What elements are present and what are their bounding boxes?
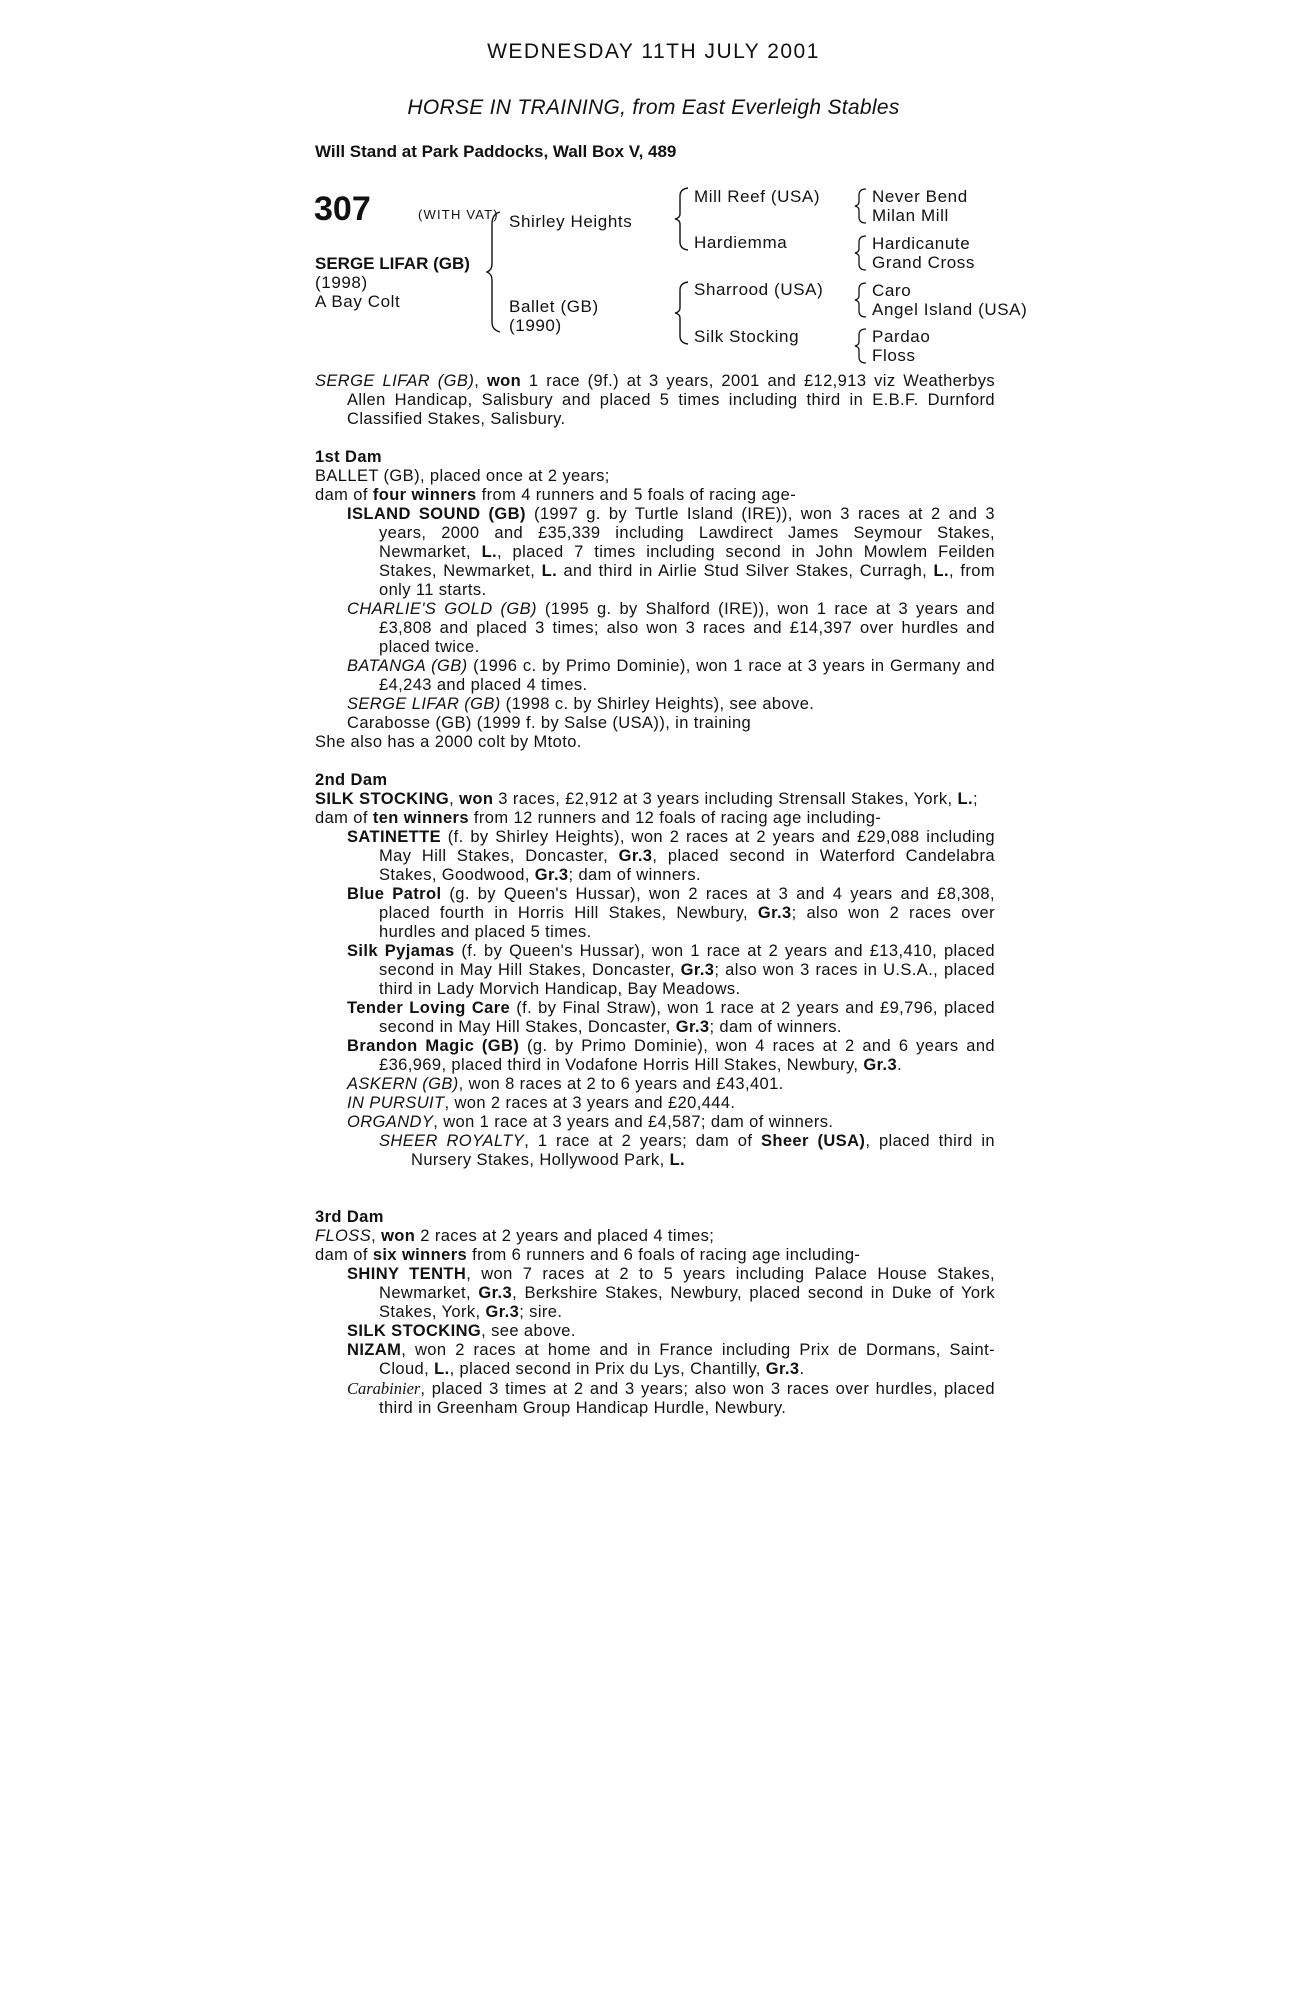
lot-number: 307 (314, 190, 371, 228)
pedigree-sire: Shirley Heights (509, 212, 633, 231)
second-dam-produce-line: dam of ten winners from 12 runners and 12 foals of racing age including- (315, 809, 882, 827)
summary-text: 1 race (9f.) at 3 years, 2001 and £12,913 viz Weatherbys Allen Handicap, Salisbury and placed 5 times including third in E.B.F. Durnford Classified Stakes, Salisbury. (347, 372, 995, 428)
sale-date: WEDNESDAY 11TH JULY 2001 (487, 40, 820, 63)
horse-name: SERGE LIFAR (GB) (315, 254, 470, 273)
sale-subtitle: HORSE IN TRAINING, from East Everleigh Stables (407, 96, 900, 119)
summary-won: won (486, 372, 522, 390)
pedigree-sire-sire: Mill Reef (USA) (694, 187, 821, 206)
pedigree-dam-dam: Silk Stocking (694, 327, 800, 346)
pedigree-dam-sire: Sharrood (USA) (694, 280, 824, 299)
produce-entry: Silk Pyjamas (f. by Queen's Hussar), won 1 race at 2 years and £13,410, placed second in May Hill Stakes, Doncaster, Gr.3; also won 3 races in U.S.A., placed third in Lady Morvich Handicap, Bay Meadows. (347, 942, 996, 998)
produce-entry: Brandon Magic (GB) (g. by Primo Dominie), won 4 races at 2 and 6 years and £36,969, placed third in Vodafone Horris Hill Stakes, Newbury, Gr.3. (347, 1037, 995, 1074)
first-dam-heading: 1st Dam (315, 448, 382, 466)
vat-note: (WITH VAT) (418, 207, 499, 222)
produce-entry: Blue Patrol (g. by Queen's Hussar), won 2 races at 3 and 4 years and £8,308, placed fourth in Horris Hill Stakes, Newbury, Gr.3; also won 2 races over hurdles and placed 5 times. (347, 885, 995, 941)
pedigree-g1: Never Bend (872, 187, 968, 206)
produce-entry: CHARLIE'S GOLD (GB) (1995 g. by Shalford (IRE)), won 1 race at 3 years and £3,808 and placed 3 times; also won 3 races and £14,397 over hurdles and placed twice. (347, 600, 995, 656)
pedigree-g3: Hardicanute (872, 234, 971, 253)
produce-entry: ASKERN (GB), won 8 races at 2 to 6 years and £43,401. (347, 1075, 784, 1093)
produce-entry: SERGE LIFAR (GB) (1998 c. by Shirley Heights), see above. (347, 695, 815, 713)
produce-entry: NIZAM, won 2 races at home and in France including Prix de Dormans, Saint-Cloud, L., placed second in Prix du Lys, Chantilly, Gr.3. (347, 1341, 995, 1378)
third-dam-section (315, 1208, 995, 1418)
pedigree-brace-main (486, 210, 502, 334)
produce-entry: SHINY TENTH, won 7 races at 2 to 5 years including Palace House Stakes, Newmarket, Gr.3, Berkshire Stakes, Newbury, placed second in Duke of York Stakes, York, Gr.3; sire. (347, 1265, 995, 1321)
second-dam-line: SILK STOCKING, won 3 races, £2,912 at 3 years including Strensall Stakes, York, L.; (315, 790, 978, 808)
third-dam-heading: 3rd Dam (315, 1208, 384, 1226)
produce-entry: Carabosse (GB) (1999 f. by Salse (USA)), in training (347, 714, 752, 732)
produce-entry: BATANGA (GB) (1996 c. by Primo Dominie), won 1 race at 3 years in Germany and £4,243 and placed 4 times. (347, 657, 995, 694)
pedigree-dam: Ballet (GB) (509, 297, 599, 316)
pedigree-sire-dam: Hardiemma (694, 233, 788, 252)
second-dam-heading: 2nd Dam (315, 771, 388, 789)
pedigree-brace-sire (674, 186, 690, 252)
first-dam-section (315, 448, 995, 752)
produce-entry: SHEER ROYALTY, 1 race at 2 years; dam of Sheer (USA), placed third in Nursery Stakes, Hollywood Park, L. (379, 1132, 996, 1169)
third-dam-produce-line: dam of six winners from 6 runners and 6 foals of racing age including- (315, 1246, 861, 1264)
produce-entry: Tender Loving Care (f. by Final Straw), won 1 race at 2 years and £9,796, placed second in May Hill Stakes, Doncaster, Gr.3; dam of winners. (347, 999, 995, 1036)
produce-entry: ISLAND SOUND (GB) (1997 g. by Turtle Island (IRE)), won 3 races at 2 and 3 years, 2000 and £35,339 including Lawdirect James Seymour Stakes, Newmarket, L., placed 7 times including second in John Mowlem Feilden Stakes, Newmarket, L. and third in Airlie Stud Silver Stakes, Curragh, L., from only 11 starts. (347, 505, 995, 599)
pedigree-brace-dam (674, 280, 690, 346)
pedigree-g6: Angel Island (USA) (872, 300, 1028, 319)
pedigree-g4: Grand Cross (872, 253, 975, 272)
third-dam-line: FLOSS, won 2 races at 2 years and placed 4 times; (315, 1227, 715, 1245)
first-dam-line: BALLET (GB), placed once at 2 years; (315, 467, 610, 485)
produce-entry: Carabinier, placed 3 times at 2 and 3 years; also won 3 races over hurdles, placed third in Greenham Group Handicap Hurdle, Newbury. (347, 1379, 995, 1417)
pedigree-brace-g56 (854, 281, 868, 319)
produce-entry: SILK STOCKING, see above. (347, 1322, 576, 1340)
pedigree-g8: Floss (872, 346, 916, 365)
pedigree-brace-g34 (854, 234, 868, 272)
first-dam-also: She also has a 2000 colt by Mtoto. (315, 733, 582, 751)
summary-horse-name: SERGE LIFAR (GB) (315, 372, 475, 390)
race-summary: SERGE LIFAR (GB), won 1 race (9f.) at 3 years, 2001 and £12,913 viz Weatherbys Allen Handicap, Salisbury and placed 5 times including third in E.B.F. Durnford Classified Stakes, Salisbury. (315, 372, 995, 428)
produce-entry: IN PURSUIT, won 2 races at 3 years and £20,444. (347, 1094, 736, 1112)
stand-location: Will Stand at Park Paddocks, Wall Box V, 489 (315, 142, 677, 161)
pedigree-brace-g12 (854, 187, 868, 225)
pedigree-dam-year: (1990) (509, 316, 562, 335)
first-dam-produce-line: dam of four winners from 4 runners and 5 foals of racing age- (315, 486, 797, 504)
pedigree-brace-g78 (854, 327, 868, 365)
pedigree-g2: Milan Mill (872, 206, 949, 225)
produce-entry: SATINETTE (f. by Shirley Heights), won 2 races at 2 years and £29,088 including May Hill Stakes, Doncaster, Gr.3, placed second in Waterford Candelabra Stakes, Goodwood, Gr.3; dam of winners. (347, 828, 995, 884)
second-dam-section (315, 771, 995, 1170)
horse-year: (1998) (315, 273, 368, 292)
produce-entry: ORGANDY, won 1 race at 3 years and £4,587; dam of winners. (347, 1113, 834, 1131)
pedigree-g5: Caro (872, 281, 912, 300)
pedigree-g7: Pardao (872, 327, 931, 346)
horse-description: A Bay Colt (315, 292, 401, 311)
